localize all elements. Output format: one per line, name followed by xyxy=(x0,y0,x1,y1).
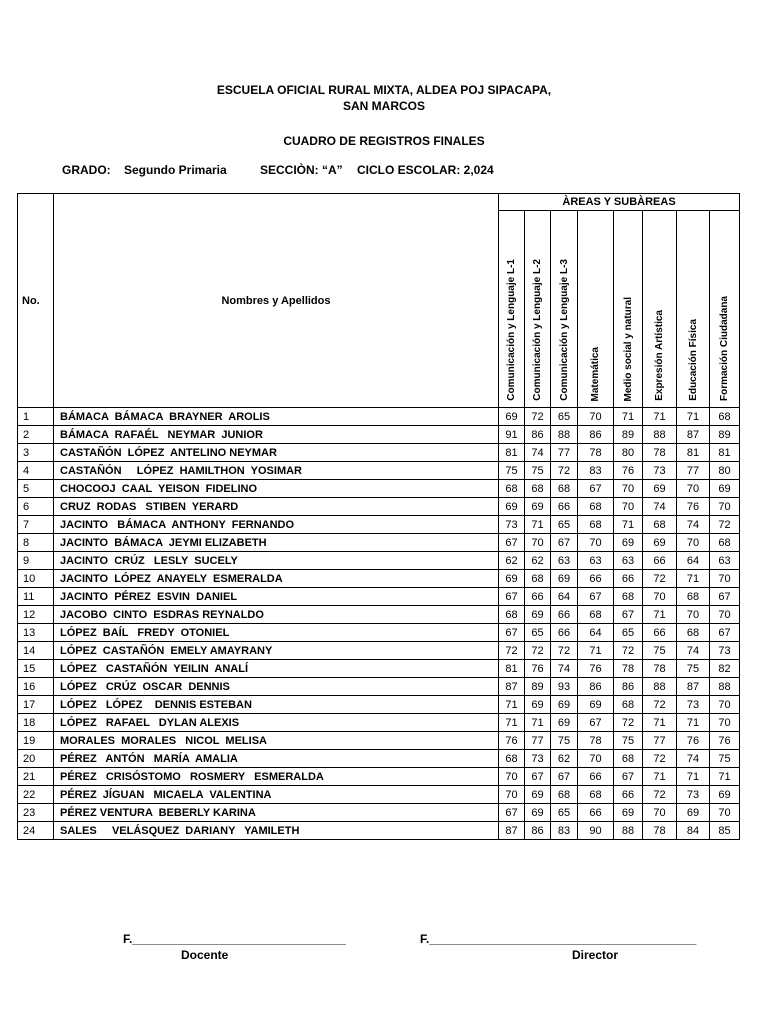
score-cell: 69 xyxy=(525,786,551,804)
score-cell: 73 xyxy=(710,642,740,660)
row-number: 10 xyxy=(18,570,54,588)
score-cell: 88 xyxy=(710,678,740,696)
column-header-names: Nombres y Apellidos xyxy=(54,194,499,408)
score-cell: 86 xyxy=(614,678,643,696)
score-cell: 70 xyxy=(710,714,740,732)
score-cell: 71 xyxy=(578,642,614,660)
row-number: 2 xyxy=(18,426,54,444)
score-cell: 68 xyxy=(525,570,551,588)
score-cell: 71 xyxy=(677,768,710,786)
score-cell: 76 xyxy=(710,732,740,750)
score-cell: 71 xyxy=(499,696,525,714)
subject-header xyxy=(551,211,578,408)
student-name: LÓPEZ CRÚZ OSCAR DENNIS xyxy=(54,678,499,696)
school-name-line1: ESCUELA OFICIAL RURAL MIXTA, ALDEA POJ SIPACAPA, xyxy=(216,83,552,97)
score-cell: 70 xyxy=(643,588,677,606)
score-cell: 67 xyxy=(551,768,578,786)
table-row xyxy=(18,714,740,732)
score-cell: 72 xyxy=(525,408,551,426)
score-cell: 78 xyxy=(578,444,614,462)
table-row xyxy=(18,660,740,678)
row-number: 24 xyxy=(18,822,54,840)
score-cell: 67 xyxy=(578,480,614,498)
table-row xyxy=(18,516,740,534)
score-cell: 76 xyxy=(525,660,551,678)
score-cell: 70 xyxy=(710,498,740,516)
score-cell: 67 xyxy=(499,534,525,552)
score-cell: 77 xyxy=(643,732,677,750)
row-number: 21 xyxy=(18,768,54,786)
row-number: 14 xyxy=(18,642,54,660)
score-cell: 93 xyxy=(551,678,578,696)
table-row xyxy=(18,408,740,426)
score-cell: 70 xyxy=(643,804,677,822)
student-name: JACINTO CRÚZ LESLY SUCELY xyxy=(54,552,499,570)
score-cell: 86 xyxy=(578,426,614,444)
score-cell: 74 xyxy=(525,444,551,462)
score-cell: 69 xyxy=(499,570,525,588)
table-row xyxy=(18,786,740,804)
score-cell: 69 xyxy=(551,570,578,588)
score-cell: 70 xyxy=(710,804,740,822)
subject-header-label: Comunicación y Lenguaje L-3 xyxy=(558,259,570,401)
score-cell: 78 xyxy=(643,660,677,678)
score-cell: 73 xyxy=(677,786,710,804)
score-cell: 74 xyxy=(643,498,677,516)
score-cell: 68 xyxy=(677,624,710,642)
school-year-label: CICLO ESCOLAR: 2,024 xyxy=(357,163,494,177)
student-name: JACOBO CINTO ESDRAS REYNALDO xyxy=(54,606,499,624)
student-name: LÓPEZ RAFAEL DYLAN ALEXIS xyxy=(54,714,499,732)
score-cell: 71 xyxy=(643,408,677,426)
row-number: 7 xyxy=(18,516,54,534)
score-cell: 66 xyxy=(578,768,614,786)
score-cell: 89 xyxy=(710,426,740,444)
score-cell: 69 xyxy=(677,804,710,822)
score-cell: 82 xyxy=(710,660,740,678)
score-cell: 63 xyxy=(578,552,614,570)
score-cell: 83 xyxy=(551,822,578,840)
document-title: CUADRO DE REGISTROS FINALES xyxy=(283,134,485,148)
score-cell: 68 xyxy=(578,498,614,516)
table-row xyxy=(18,606,740,624)
score-cell: 77 xyxy=(677,462,710,480)
score-cell: 68 xyxy=(578,606,614,624)
score-cell: 70 xyxy=(710,606,740,624)
score-cell: 74 xyxy=(677,642,710,660)
subject-header-label: Medio social y natural xyxy=(622,296,634,401)
row-number: 11 xyxy=(18,588,54,606)
score-cell: 81 xyxy=(499,444,525,462)
score-cell: 77 xyxy=(551,444,578,462)
score-cell: 68 xyxy=(643,516,677,534)
student-name: CASTAÑÓN LÓPEZ HAMILTHON YOSIMAR xyxy=(54,462,499,480)
row-number: 3 xyxy=(18,444,54,462)
score-cell: 70 xyxy=(710,696,740,714)
score-cell: 75 xyxy=(643,642,677,660)
score-cell: 66 xyxy=(525,588,551,606)
score-cell: 68 xyxy=(614,750,643,768)
score-cell: 70 xyxy=(614,480,643,498)
subject-header-label: Expresión Artística xyxy=(654,310,665,401)
student-name: LÓPEZ BAÍL FREDY OTONIEL xyxy=(54,624,499,642)
score-cell: 64 xyxy=(578,624,614,642)
score-cell: 77 xyxy=(525,732,551,750)
score-cell: 71 xyxy=(614,408,643,426)
score-cell: 70 xyxy=(677,606,710,624)
score-cell: 90 xyxy=(578,822,614,840)
score-cell: 65 xyxy=(614,624,643,642)
subject-header xyxy=(499,211,525,408)
teacher-signature-line: F.________________________________ xyxy=(123,932,346,946)
score-cell: 68 xyxy=(525,480,551,498)
score-cell: 63 xyxy=(710,552,740,570)
table-row xyxy=(18,750,740,768)
score-cell: 70 xyxy=(499,786,525,804)
score-cell: 71 xyxy=(525,516,551,534)
score-cell: 76 xyxy=(614,462,643,480)
score-cell: 87 xyxy=(677,426,710,444)
score-cell: 68 xyxy=(499,606,525,624)
score-cell: 74 xyxy=(551,660,578,678)
table-row xyxy=(18,498,740,516)
student-name: LÓPEZ CASTAÑÓN YEILIN ANALÍ xyxy=(54,660,499,678)
director-signature-line: F.________________________________________ xyxy=(420,932,697,946)
areas-header: ÀREAS Y SUBÀREAS xyxy=(499,194,740,211)
score-cell: 69 xyxy=(710,786,740,804)
score-cell: 67 xyxy=(614,768,643,786)
score-cell: 67 xyxy=(525,768,551,786)
score-cell: 67 xyxy=(578,588,614,606)
score-cell: 88 xyxy=(551,426,578,444)
score-cell: 69 xyxy=(643,534,677,552)
score-cell: 72 xyxy=(525,642,551,660)
score-cell: 66 xyxy=(551,624,578,642)
score-cell: 72 xyxy=(551,642,578,660)
student-name: SALES VELÁSQUEZ DARIANY YAMILETH xyxy=(54,822,499,840)
score-cell: 65 xyxy=(551,516,578,534)
score-cell: 69 xyxy=(525,696,551,714)
score-cell: 89 xyxy=(614,426,643,444)
score-cell: 75 xyxy=(551,732,578,750)
score-cell: 86 xyxy=(525,822,551,840)
student-name: JACINTO BÁMACA ANTHONY FERNANDO xyxy=(54,516,499,534)
score-cell: 66 xyxy=(614,570,643,588)
score-cell: 74 xyxy=(677,516,710,534)
table-row xyxy=(18,696,740,714)
score-cell: 87 xyxy=(499,822,525,840)
student-name: PÉREZ JÍGUAN MICAELA VALENTINA xyxy=(54,786,499,804)
score-cell: 78 xyxy=(643,444,677,462)
grades-table xyxy=(17,193,740,840)
subject-header-label: Formación Ciudadana xyxy=(719,295,731,401)
score-cell: 71 xyxy=(677,408,710,426)
table-row xyxy=(18,462,740,480)
score-cell: 68 xyxy=(499,750,525,768)
score-cell: 65 xyxy=(525,624,551,642)
score-cell: 70 xyxy=(578,408,614,426)
row-number: 22 xyxy=(18,786,54,804)
score-cell: 72 xyxy=(551,462,578,480)
score-cell: 69 xyxy=(710,480,740,498)
score-cell: 71 xyxy=(525,714,551,732)
student-name: PÉREZ CRISÓSTOMO ROSMERY ESMERALDA xyxy=(54,768,499,786)
row-number: 5 xyxy=(18,480,54,498)
score-cell: 76 xyxy=(677,732,710,750)
score-cell: 69 xyxy=(551,696,578,714)
grade-label: GRADO: Segundo Primaria xyxy=(62,163,227,177)
score-cell: 78 xyxy=(614,660,643,678)
score-cell: 88 xyxy=(614,822,643,840)
score-cell: 65 xyxy=(551,408,578,426)
score-cell: 66 xyxy=(551,498,578,516)
row-number: 19 xyxy=(18,732,54,750)
row-number: 13 xyxy=(18,624,54,642)
score-cell: 70 xyxy=(710,570,740,588)
score-cell: 72 xyxy=(710,516,740,534)
student-name: LÓPEZ LÓPEZ DENNIS ESTEBAN xyxy=(54,696,499,714)
student-name: JACINTO PÉREZ ESVIN DANIEL xyxy=(54,588,499,606)
score-cell: 64 xyxy=(677,552,710,570)
score-cell: 72 xyxy=(614,714,643,732)
score-cell: 67 xyxy=(710,588,740,606)
score-cell: 67 xyxy=(499,624,525,642)
row-number: 12 xyxy=(18,606,54,624)
section-label: SECCIÒN: “A” xyxy=(260,163,343,177)
score-cell: 62 xyxy=(551,750,578,768)
table-row xyxy=(18,444,740,462)
score-cell: 87 xyxy=(499,678,525,696)
score-cell: 73 xyxy=(525,750,551,768)
score-cell: 69 xyxy=(525,498,551,516)
score-cell: 81 xyxy=(499,660,525,678)
score-cell: 66 xyxy=(643,552,677,570)
score-cell: 75 xyxy=(710,750,740,768)
score-cell: 62 xyxy=(525,552,551,570)
score-cell: 70 xyxy=(614,498,643,516)
table-row xyxy=(18,588,740,606)
student-name: CRUZ RODAS STIBEN YERARD xyxy=(54,498,499,516)
row-number: 17 xyxy=(18,696,54,714)
row-number: 8 xyxy=(18,534,54,552)
score-cell: 80 xyxy=(614,444,643,462)
score-cell: 71 xyxy=(643,768,677,786)
score-cell: 67 xyxy=(578,714,614,732)
score-cell: 67 xyxy=(614,606,643,624)
score-cell: 70 xyxy=(677,534,710,552)
score-cell: 68 xyxy=(578,786,614,804)
score-cell: 75 xyxy=(677,660,710,678)
score-cell: 76 xyxy=(578,660,614,678)
student-name: BÁMACA RAFAÉL NEYMAR JUNIOR xyxy=(54,426,499,444)
student-name: JACINTO LÓPEZ ANAYELY ESMERALDA xyxy=(54,570,499,588)
score-cell: 64 xyxy=(551,588,578,606)
score-cell: 69 xyxy=(578,696,614,714)
score-cell: 63 xyxy=(614,552,643,570)
student-name: BÁMACA BÁMACA BRAYNER AROLIS xyxy=(54,408,499,426)
score-cell: 70 xyxy=(578,750,614,768)
student-name: MORALES MORALES NICOL MELISA xyxy=(54,732,499,750)
score-cell: 89 xyxy=(525,678,551,696)
score-cell: 85 xyxy=(710,822,740,840)
subject-header-label: Comunicación y Lenguaje L-2 xyxy=(532,259,543,401)
score-cell: 71 xyxy=(499,714,525,732)
score-cell: 91 xyxy=(499,426,525,444)
score-cell: 71 xyxy=(614,516,643,534)
score-cell: 65 xyxy=(551,804,578,822)
subject-header xyxy=(710,211,740,408)
class-info xyxy=(62,163,494,177)
score-cell: 72 xyxy=(643,786,677,804)
row-number: 9 xyxy=(18,552,54,570)
score-cell: 66 xyxy=(578,570,614,588)
score-cell: 68 xyxy=(614,588,643,606)
row-number: 18 xyxy=(18,714,54,732)
table-row xyxy=(18,642,740,660)
score-cell: 69 xyxy=(643,480,677,498)
score-cell: 72 xyxy=(643,696,677,714)
score-cell: 71 xyxy=(710,768,740,786)
score-cell: 73 xyxy=(643,462,677,480)
score-cell: 66 xyxy=(551,606,578,624)
score-cell: 72 xyxy=(643,750,677,768)
score-cell: 72 xyxy=(614,642,643,660)
table-row xyxy=(18,678,740,696)
score-cell: 69 xyxy=(499,408,525,426)
score-cell: 69 xyxy=(551,714,578,732)
column-header-number: No. xyxy=(18,194,54,408)
subject-header xyxy=(578,211,614,408)
subject-header-label: Comunicación y Lenguaje L-1 xyxy=(506,259,517,401)
score-cell: 75 xyxy=(499,462,525,480)
score-cell: 70 xyxy=(499,768,525,786)
table-row xyxy=(18,732,740,750)
score-cell: 69 xyxy=(525,804,551,822)
table-row xyxy=(18,570,740,588)
score-cell: 67 xyxy=(499,588,525,606)
student-name: CHOCOOJ CAAL YEISON FIDELINO xyxy=(54,480,499,498)
score-cell: 75 xyxy=(525,462,551,480)
score-cell: 70 xyxy=(677,480,710,498)
table-row xyxy=(18,534,740,552)
score-cell: 67 xyxy=(551,534,578,552)
score-cell: 68 xyxy=(499,480,525,498)
score-cell: 62 xyxy=(499,552,525,570)
table-row xyxy=(18,768,740,786)
score-cell: 68 xyxy=(551,480,578,498)
subject-header-label: Educación Física xyxy=(687,319,699,401)
score-cell: 80 xyxy=(710,462,740,480)
score-cell: 86 xyxy=(578,678,614,696)
score-cell: 70 xyxy=(525,534,551,552)
row-number: 23 xyxy=(18,804,54,822)
row-number: 4 xyxy=(18,462,54,480)
score-cell: 81 xyxy=(710,444,740,462)
score-cell: 72 xyxy=(499,642,525,660)
row-number: 1 xyxy=(18,408,54,426)
score-cell: 71 xyxy=(677,714,710,732)
table-row xyxy=(18,822,740,840)
row-number: 15 xyxy=(18,660,54,678)
score-cell: 78 xyxy=(578,732,614,750)
score-cell: 88 xyxy=(643,426,677,444)
subject-header xyxy=(614,211,643,408)
row-number: 16 xyxy=(18,678,54,696)
subject-header-label: Matemática xyxy=(590,346,601,401)
score-cell: 84 xyxy=(677,822,710,840)
score-cell: 68 xyxy=(677,588,710,606)
score-cell: 81 xyxy=(677,444,710,462)
row-number: 20 xyxy=(18,750,54,768)
score-cell: 68 xyxy=(551,786,578,804)
director-label: Director xyxy=(572,948,619,962)
score-cell: 66 xyxy=(578,804,614,822)
student-name: CASTAÑÓN LÓPEZ ANTELINO NEYMAR xyxy=(54,444,499,462)
row-number: 6 xyxy=(18,498,54,516)
score-cell: 68 xyxy=(614,696,643,714)
score-cell: 87 xyxy=(677,678,710,696)
score-cell: 71 xyxy=(677,570,710,588)
student-name: LÓPEZ CASTAÑÓN EMELY AMAYRANY xyxy=(54,642,499,660)
school-name-line2: SAN MARCOS xyxy=(342,99,425,113)
score-cell: 76 xyxy=(677,498,710,516)
table-row xyxy=(18,426,740,444)
subject-header xyxy=(525,211,551,408)
score-cell: 78 xyxy=(643,822,677,840)
score-cell: 70 xyxy=(578,534,614,552)
score-cell: 73 xyxy=(677,696,710,714)
table-row xyxy=(18,804,740,822)
score-cell: 73 xyxy=(499,516,525,534)
subject-header xyxy=(677,211,710,408)
score-cell: 68 xyxy=(578,516,614,534)
score-cell: 68 xyxy=(710,534,740,552)
score-cell: 71 xyxy=(643,714,677,732)
score-cell: 75 xyxy=(614,732,643,750)
table-row xyxy=(18,552,740,570)
student-name: PÉREZ VENTURA BEBERLY KARINA xyxy=(54,804,499,822)
score-cell: 66 xyxy=(614,786,643,804)
score-cell: 69 xyxy=(614,534,643,552)
score-cell: 74 xyxy=(677,750,710,768)
score-cell: 69 xyxy=(499,498,525,516)
student-name: PÉREZ ANTÓN MARÍA AMALIA xyxy=(54,750,499,768)
score-cell: 66 xyxy=(643,624,677,642)
score-cell: 67 xyxy=(499,804,525,822)
score-cell: 76 xyxy=(499,732,525,750)
score-cell: 63 xyxy=(551,552,578,570)
score-cell: 69 xyxy=(614,804,643,822)
table-row xyxy=(18,624,740,642)
score-cell: 69 xyxy=(525,606,551,624)
table-row xyxy=(18,480,740,498)
score-cell: 86 xyxy=(525,426,551,444)
score-cell: 88 xyxy=(643,678,677,696)
score-cell: 72 xyxy=(643,570,677,588)
student-name: JACINTO BÁMACA JEYMI ELIZABETH xyxy=(54,534,499,552)
score-cell: 83 xyxy=(578,462,614,480)
score-cell: 67 xyxy=(710,624,740,642)
teacher-label: Docente xyxy=(181,948,229,962)
subject-header xyxy=(643,211,677,408)
score-cell: 71 xyxy=(643,606,677,624)
score-cell: 68 xyxy=(710,408,740,426)
